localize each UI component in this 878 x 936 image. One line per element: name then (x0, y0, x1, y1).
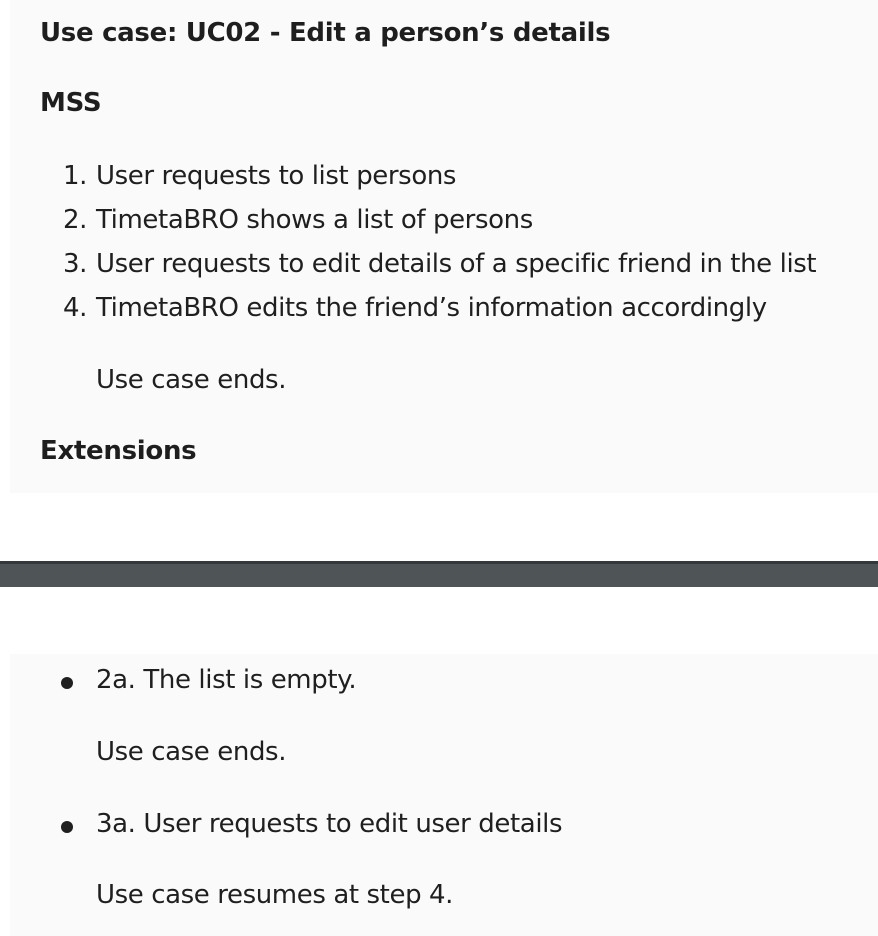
mss-step-text: User requests to list persons (96, 161, 457, 191)
extension-outcome: Use case resumes at step 4. (96, 880, 454, 910)
mss-step-text: TimetaBRO shows a list of persons (96, 205, 533, 235)
mss-step-number: 1. (63, 161, 88, 191)
page-break-divider (0, 561, 878, 587)
mss-step-number: 4. (63, 293, 88, 323)
mss-heading: MSS (40, 88, 102, 118)
bullet-icon (61, 821, 73, 833)
mss-step-text: User requests to edit details of a specific friend in the list (96, 249, 817, 279)
use-case-panel-top (10, 0, 878, 493)
extensions-heading: Extensions (40, 436, 197, 466)
mss-step-text: TimetaBRO edits the friend’s information accordingly (96, 293, 767, 323)
use-case-title: Use case: UC02 - Edit a person’s details (40, 18, 611, 48)
extension-text: 3a. User requests to edit user details (96, 809, 563, 839)
extension-outcome: Use case ends. (96, 737, 287, 767)
mss-end-text: Use case ends. (96, 365, 287, 395)
extension-text: 2a. The list is empty. (96, 665, 357, 695)
bullet-icon (61, 677, 73, 689)
mss-step-number: 2. (63, 205, 88, 235)
mss-step-number: 3. (63, 249, 88, 279)
